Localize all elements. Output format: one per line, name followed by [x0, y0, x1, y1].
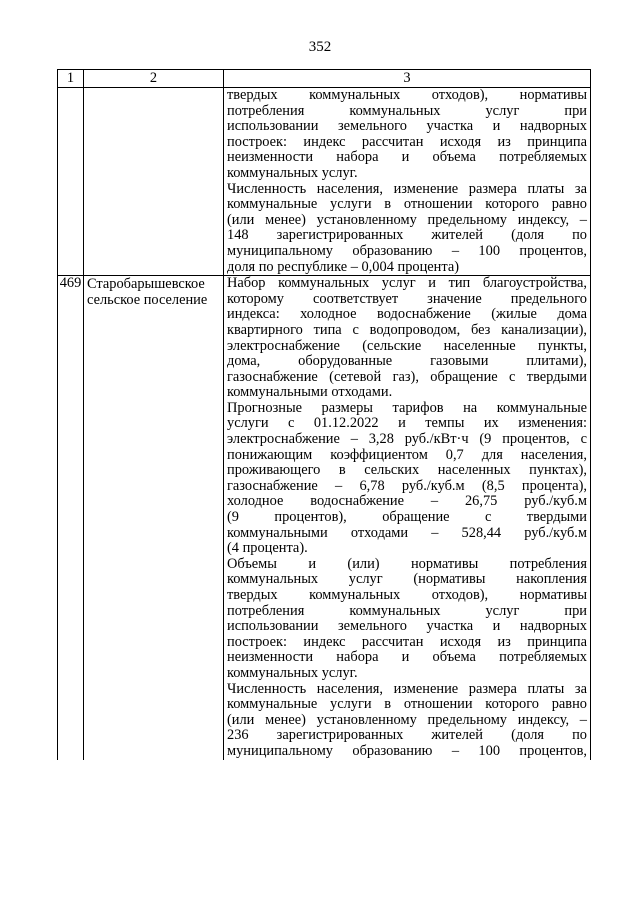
- header-col-2: 2: [84, 70, 224, 88]
- text-line: газоснабжение (сетевой газ), обращение с твердыми: [227, 368, 587, 385]
- text-line: 148 зарегистрированных жителей (доля по: [227, 227, 587, 244]
- text-line: неизменности набора и объема потребляемых: [227, 149, 587, 166]
- text-line: построек: индекс рассчитан исходя из принципа: [227, 633, 587, 650]
- text-line: муниципальному образованию – 100 процентов,: [227, 742, 587, 759]
- text-line: коммунальных услуг.: [227, 664, 358, 681]
- text-line: Объемы и (или) нормативы потребления: [227, 555, 587, 572]
- text-line: коммунальные услуги в отношении которого равно: [227, 696, 587, 713]
- text-line: коммунальными отходами.: [227, 384, 393, 401]
- municipality-name: Старобарышевское сельское поселение: [84, 276, 224, 760]
- text-line: которому соответствует значение предельного: [227, 290, 587, 307]
- text-line: Прогнозные размеры тарифов на коммунальные: [227, 399, 587, 416]
- text-line: муниципальному образованию – 100 процентов,: [227, 242, 587, 259]
- text-line: (или менее) установленному предельному индексу, –: [227, 711, 587, 728]
- text-line: газоснабжение – 6,78 руб./куб.м (8,5 процента),: [227, 477, 587, 494]
- text-line: использовании земельного участка и надворных: [227, 618, 587, 635]
- municipality-name: [84, 88, 224, 276]
- text-line: индекса: холодное водоснабжение (жилые дома: [227, 306, 587, 323]
- text-line: понижающим коэффициентом 0,7 для населения,: [227, 446, 587, 463]
- text-line: коммунальных услуг (нормативы накопления: [227, 571, 587, 588]
- text-line: 236 зарегистрированных жителей (доля по: [227, 727, 587, 744]
- text-line: (9 процентов), обращение с твердыми: [227, 509, 587, 526]
- text-line: квартирного типа с водопроводом, без канализации),: [227, 321, 587, 338]
- table-row: [58, 88, 591, 276]
- municipality-index-table: [57, 69, 591, 760]
- text-line: услуги с 01.12.2022 и темпы их изменения:: [227, 415, 587, 432]
- text-line: холодное водоснабжение – 26,75 руб./куб.м: [227, 493, 587, 510]
- index-description: [224, 276, 591, 760]
- text-line: коммунальные услуги в отношении которого равно: [227, 196, 587, 213]
- text-line: твердых коммунальных отходов), нормативы: [227, 587, 587, 603]
- header-col-1: 1: [58, 70, 84, 88]
- index-description: [224, 88, 591, 276]
- text-line: потребления коммунальных услуг при: [227, 102, 587, 119]
- text-line: неизменности набора и объема потребляемых: [227, 649, 587, 666]
- text-line: электроснабжение – 3,28 руб./кВт·ч (9 процентов, с: [227, 431, 587, 448]
- table-header-row: [58, 70, 591, 88]
- text-line: Численность населения, изменение размера платы за: [227, 680, 587, 697]
- text-line: использовании земельного участка и надворных: [227, 118, 587, 135]
- text-line: электроснабжение (сельские населенные пункты,: [227, 337, 587, 354]
- text-line: коммунальных услуг.: [227, 164, 358, 181]
- header-col-3: 3: [224, 70, 591, 88]
- text-line: проживающего в сельских населенных пунктах),: [227, 462, 587, 479]
- text-line: построек: индекс рассчитан исходя из принципа: [227, 133, 587, 150]
- text-line: доля по республике – 0,004 процента): [227, 258, 460, 275]
- text-line: Набор коммунальных услуг и тип благоустройства,: [227, 275, 587, 292]
- page-number: 352: [308, 39, 332, 55]
- text-line: (4 процента).: [227, 540, 308, 557]
- text-line: твердых коммунальных отходов), нормативы: [227, 87, 587, 103]
- text-line: Численность населения, изменение размера платы за: [227, 180, 587, 197]
- text-line: (или менее) установленному предельному индексу, –: [227, 211, 587, 228]
- row-number: 469: [58, 276, 84, 760]
- text-line: коммунальными отходами – 528,44 руб./куб.м: [227, 524, 587, 541]
- text-line: потребления коммунальных услуг при: [227, 602, 587, 619]
- text-line: дома, оборудованные газовыми плитами),: [227, 353, 587, 370]
- row-number: [58, 88, 84, 276]
- table-row: [58, 276, 591, 760]
